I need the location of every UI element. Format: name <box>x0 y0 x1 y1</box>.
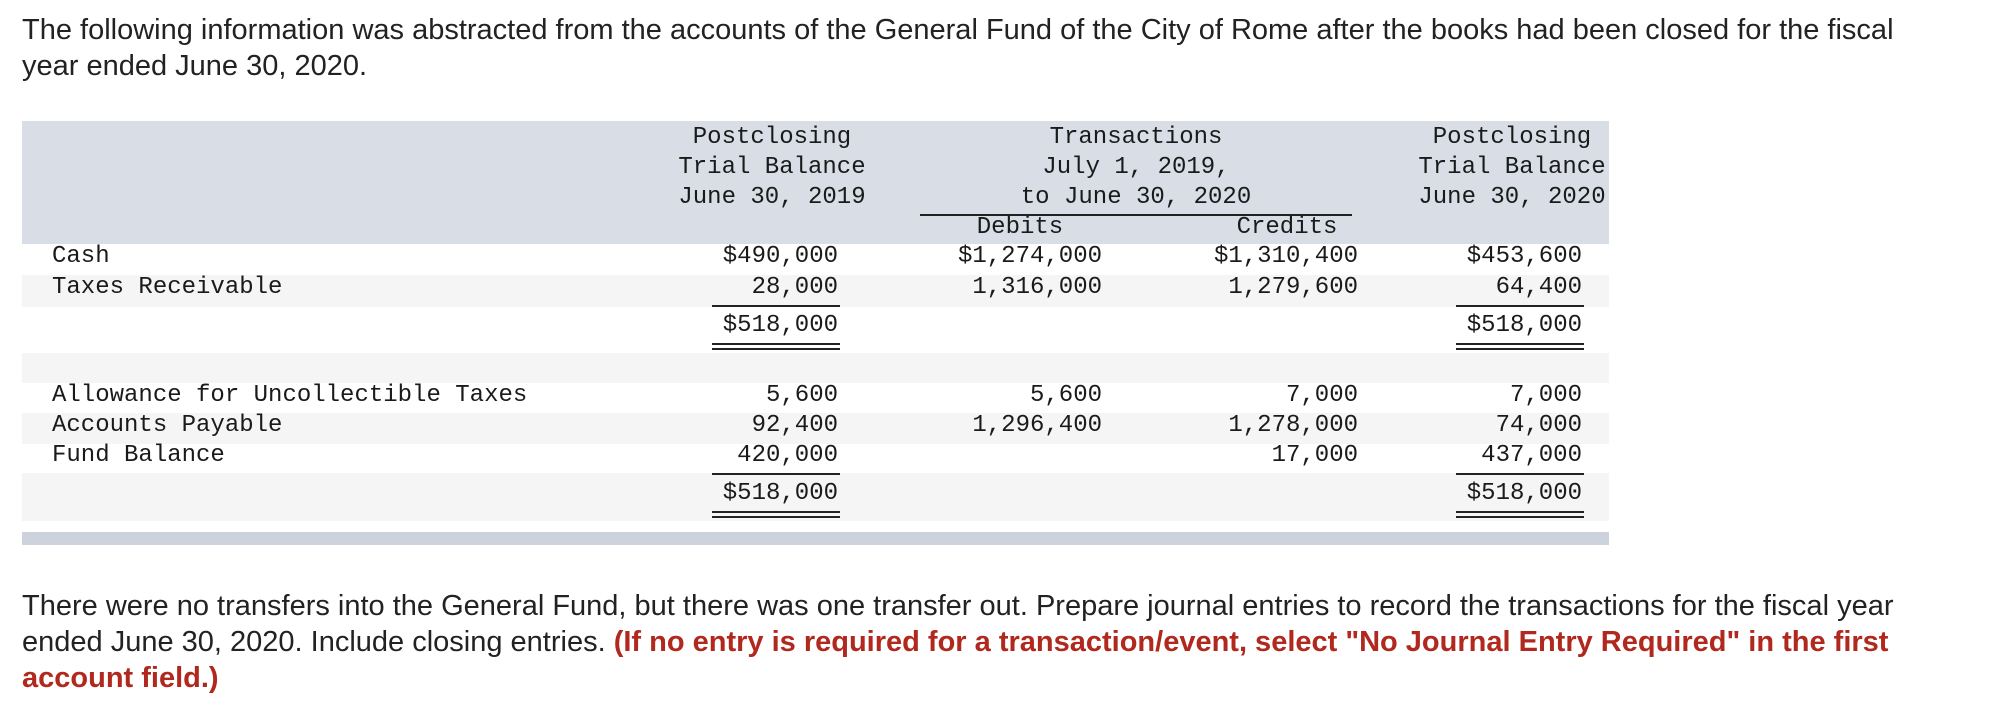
header-col2-line3: to June 30, 2020 <box>1020 184 1252 211</box>
debit-value: 1,316,000 <box>972 274 1102 301</box>
total-2020-value: $518,000 <box>1466 480 1582 507</box>
header-col1-line3: June 30, 2019 <box>678 184 866 211</box>
subtotal-rule <box>712 473 840 475</box>
double-total-rule <box>1456 343 1584 350</box>
header-debits: Debits <box>976 214 1064 241</box>
account-name: Allowance for Uncollectible Taxes <box>52 382 528 409</box>
trial-balance-table <box>22 121 1609 545</box>
subtotal-rule <box>712 305 840 307</box>
debit-value: 1,296,400 <box>972 412 1102 439</box>
double-total-rule <box>712 343 840 350</box>
balance-2020-value: 64,400 <box>1495 274 1582 301</box>
intro-paragraph: The following information was abstracted from the accounts of the General Fund of the City of Rome after the books had been closed for the fiscal year ended June 30, 2020. <box>22 14 1894 82</box>
balance-2019-value: $490,000 <box>722 243 838 270</box>
credit-value: 7,000 <box>1285 382 1358 409</box>
header-col3-line2: Trial Balance <box>1418 154 1606 181</box>
balance-2019-value: 28,000 <box>751 274 838 301</box>
balance-2019-value: 5,600 <box>765 382 838 409</box>
balance-2020-value: 7,000 <box>1509 382 1582 409</box>
balance-2020-value: 74,000 <box>1495 412 1582 439</box>
credit-value: $1,310,400 <box>1213 243 1358 270</box>
credit-value: 1,279,600 <box>1228 274 1358 301</box>
instructions-highlight: (If no entry is required for a transaction/event, select "No Journal Entry Required" in the first account field.) <box>22 626 1889 694</box>
double-total-rule <box>712 511 840 518</box>
header-col1-line2: Trial Balance <box>678 154 866 181</box>
balance-2019-value: 420,000 <box>737 442 838 469</box>
header-col3-line1: Postclosing <box>1432 124 1592 151</box>
header-col2-line2: July 1, 2019, <box>1042 154 1230 181</box>
instructions-text: There were no transfers into the General Fund, but there was one transfer out. Prepare journal entries to record the transactions for the fiscal year ended June 30, 2020. Include closing entries. <box>22 590 1894 658</box>
header-col1-line1: Postclosing <box>692 124 852 151</box>
header-col3-line3: June 30, 2020 <box>1418 184 1606 211</box>
balance-2020-value: $453,600 <box>1466 243 1582 270</box>
subtotal-rule <box>1456 305 1584 307</box>
table-footer-bar <box>22 532 1609 545</box>
header-col2-line1: Transactions <box>1049 124 1223 151</box>
debit-value: 5,600 <box>1029 382 1102 409</box>
total-2019-value: $518,000 <box>722 312 838 339</box>
subtotal-rule <box>1456 473 1584 475</box>
debit-value: $1,274,000 <box>957 243 1102 270</box>
account-name: Fund Balance <box>52 442 225 469</box>
total-2019-value: $518,000 <box>722 480 838 507</box>
account-name: Taxes Receivable <box>52 274 283 301</box>
total-2020-value: $518,000 <box>1466 312 1582 339</box>
header-credits: Credits <box>1236 214 1338 241</box>
instructions-paragraph <box>22 588 1952 696</box>
account-name: Accounts Payable <box>52 412 283 439</box>
credit-value: 17,000 <box>1271 442 1358 469</box>
account-name: Cash <box>52 243 110 270</box>
double-total-rule <box>1456 511 1584 518</box>
balance-2020-value: 437,000 <box>1481 442 1582 469</box>
balance-2019-value: 92,400 <box>751 412 838 439</box>
row-stripe <box>22 353 1609 383</box>
credit-value: 1,278,000 <box>1228 412 1358 439</box>
